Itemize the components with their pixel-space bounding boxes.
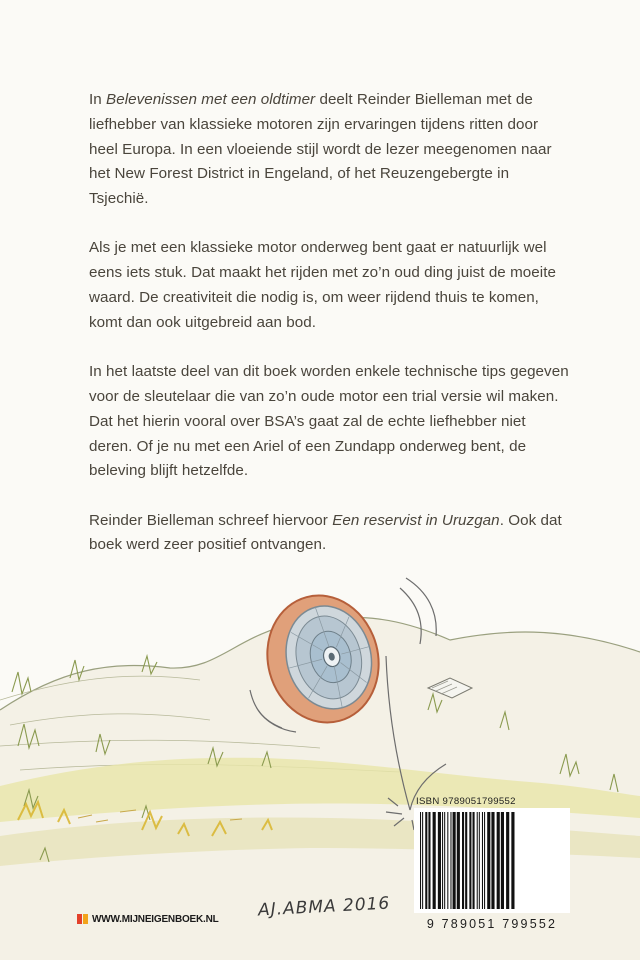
blurb-p4-intro: Reinder Bielleman schreef hiervoor: [89, 511, 333, 529]
blurb-p4-text: . Ook dat boek werd zeer positief ontvangen.: [89, 511, 562, 554]
blurb-paragraph-3: In het laatste deel van dit boek worden enkele technische tips gegeven voor de sleutelaar die van zo’n oude motor een trial versie wil maken. Dat het hierin vooral over BSA’s gaat zal de echte liefhebber niet deren. Of je nu met een Ariel of een Zundapp onderweg bent, de beleving blijft hetzelfde.: [89, 363, 569, 480]
barcode-bar: [447, 812, 448, 909]
barcode-bar: [469, 812, 471, 909]
barcode-bar: [422, 812, 423, 909]
barcode-bar: [453, 812, 456, 909]
barcode-digits: 9 789051 799552: [426, 917, 558, 931]
back-cover-blurb: [89, 88, 569, 558]
isbn-label: ISBN 9789051799552: [416, 796, 516, 807]
barcode-bar: [506, 812, 509, 909]
barcode-bar: [462, 812, 464, 909]
publisher-logo-icon: [77, 913, 89, 925]
barcode-bar: [477, 812, 478, 909]
blurb-p1-intro: In: [89, 91, 107, 108]
barcode-bar: [457, 812, 460, 909]
barcode-bar: [465, 812, 467, 909]
blurb-paragraph-2: Als je met een klassieke motor onderweg bent gaat er natuurlijk wel eens iets stuk. Dat maakt het rijden met zo’n oud ding juist de moeite waard. De creativiteit die nodig is, om weer rijdend thuis te komen, komt dan ook uitgebreid aan bod.: [89, 239, 556, 331]
barcode-bar: [425, 812, 427, 909]
barcode-bar: [450, 812, 451, 909]
blurb-paragraph-1: [89, 88, 569, 212]
barcode-bar: [438, 812, 441, 909]
barcode-bar: [497, 812, 500, 909]
illustrator-signature: AJ.ABMA 2016: [257, 893, 391, 921]
barcode-bar: [491, 812, 494, 909]
publisher-url[interactable]: WWW.MIJNEIGENBOEK.NL: [92, 913, 219, 925]
publisher-mark: [77, 912, 219, 926]
barcode: [414, 808, 570, 913]
barcode-bar: [473, 812, 475, 909]
barcode-bar: [487, 812, 490, 909]
barcode-bar: [482, 812, 483, 909]
blurb-paragraph-4: [89, 509, 569, 559]
barcode-bar: [484, 812, 485, 909]
barcode-bars: [414, 808, 570, 913]
previous-book-title: Een reservist in Uruzgan: [332, 511, 500, 529]
barcode-bar: [420, 812, 421, 909]
barcode-bar: [444, 812, 445, 909]
blurb-p1-text: deelt Reinder Bielleman met de liefhebber van klassieke motoren zijn ervaringen tijdens ritten door heel Europa. In een vloeiende stijl wordt de lezer meegenomen naar het New Forest District in Engeland, of het Reuzengebergte in Tsjechië.: [89, 91, 552, 208]
barcode-bar: [428, 812, 430, 909]
barcode-bar: [442, 812, 443, 909]
barcode-bar: [433, 812, 436, 909]
barcode-bar: [479, 812, 480, 909]
barcode-bar: [511, 812, 514, 909]
book-title: Belevenissen met een oldtimer: [106, 91, 316, 108]
barcode-bar: [501, 812, 504, 909]
